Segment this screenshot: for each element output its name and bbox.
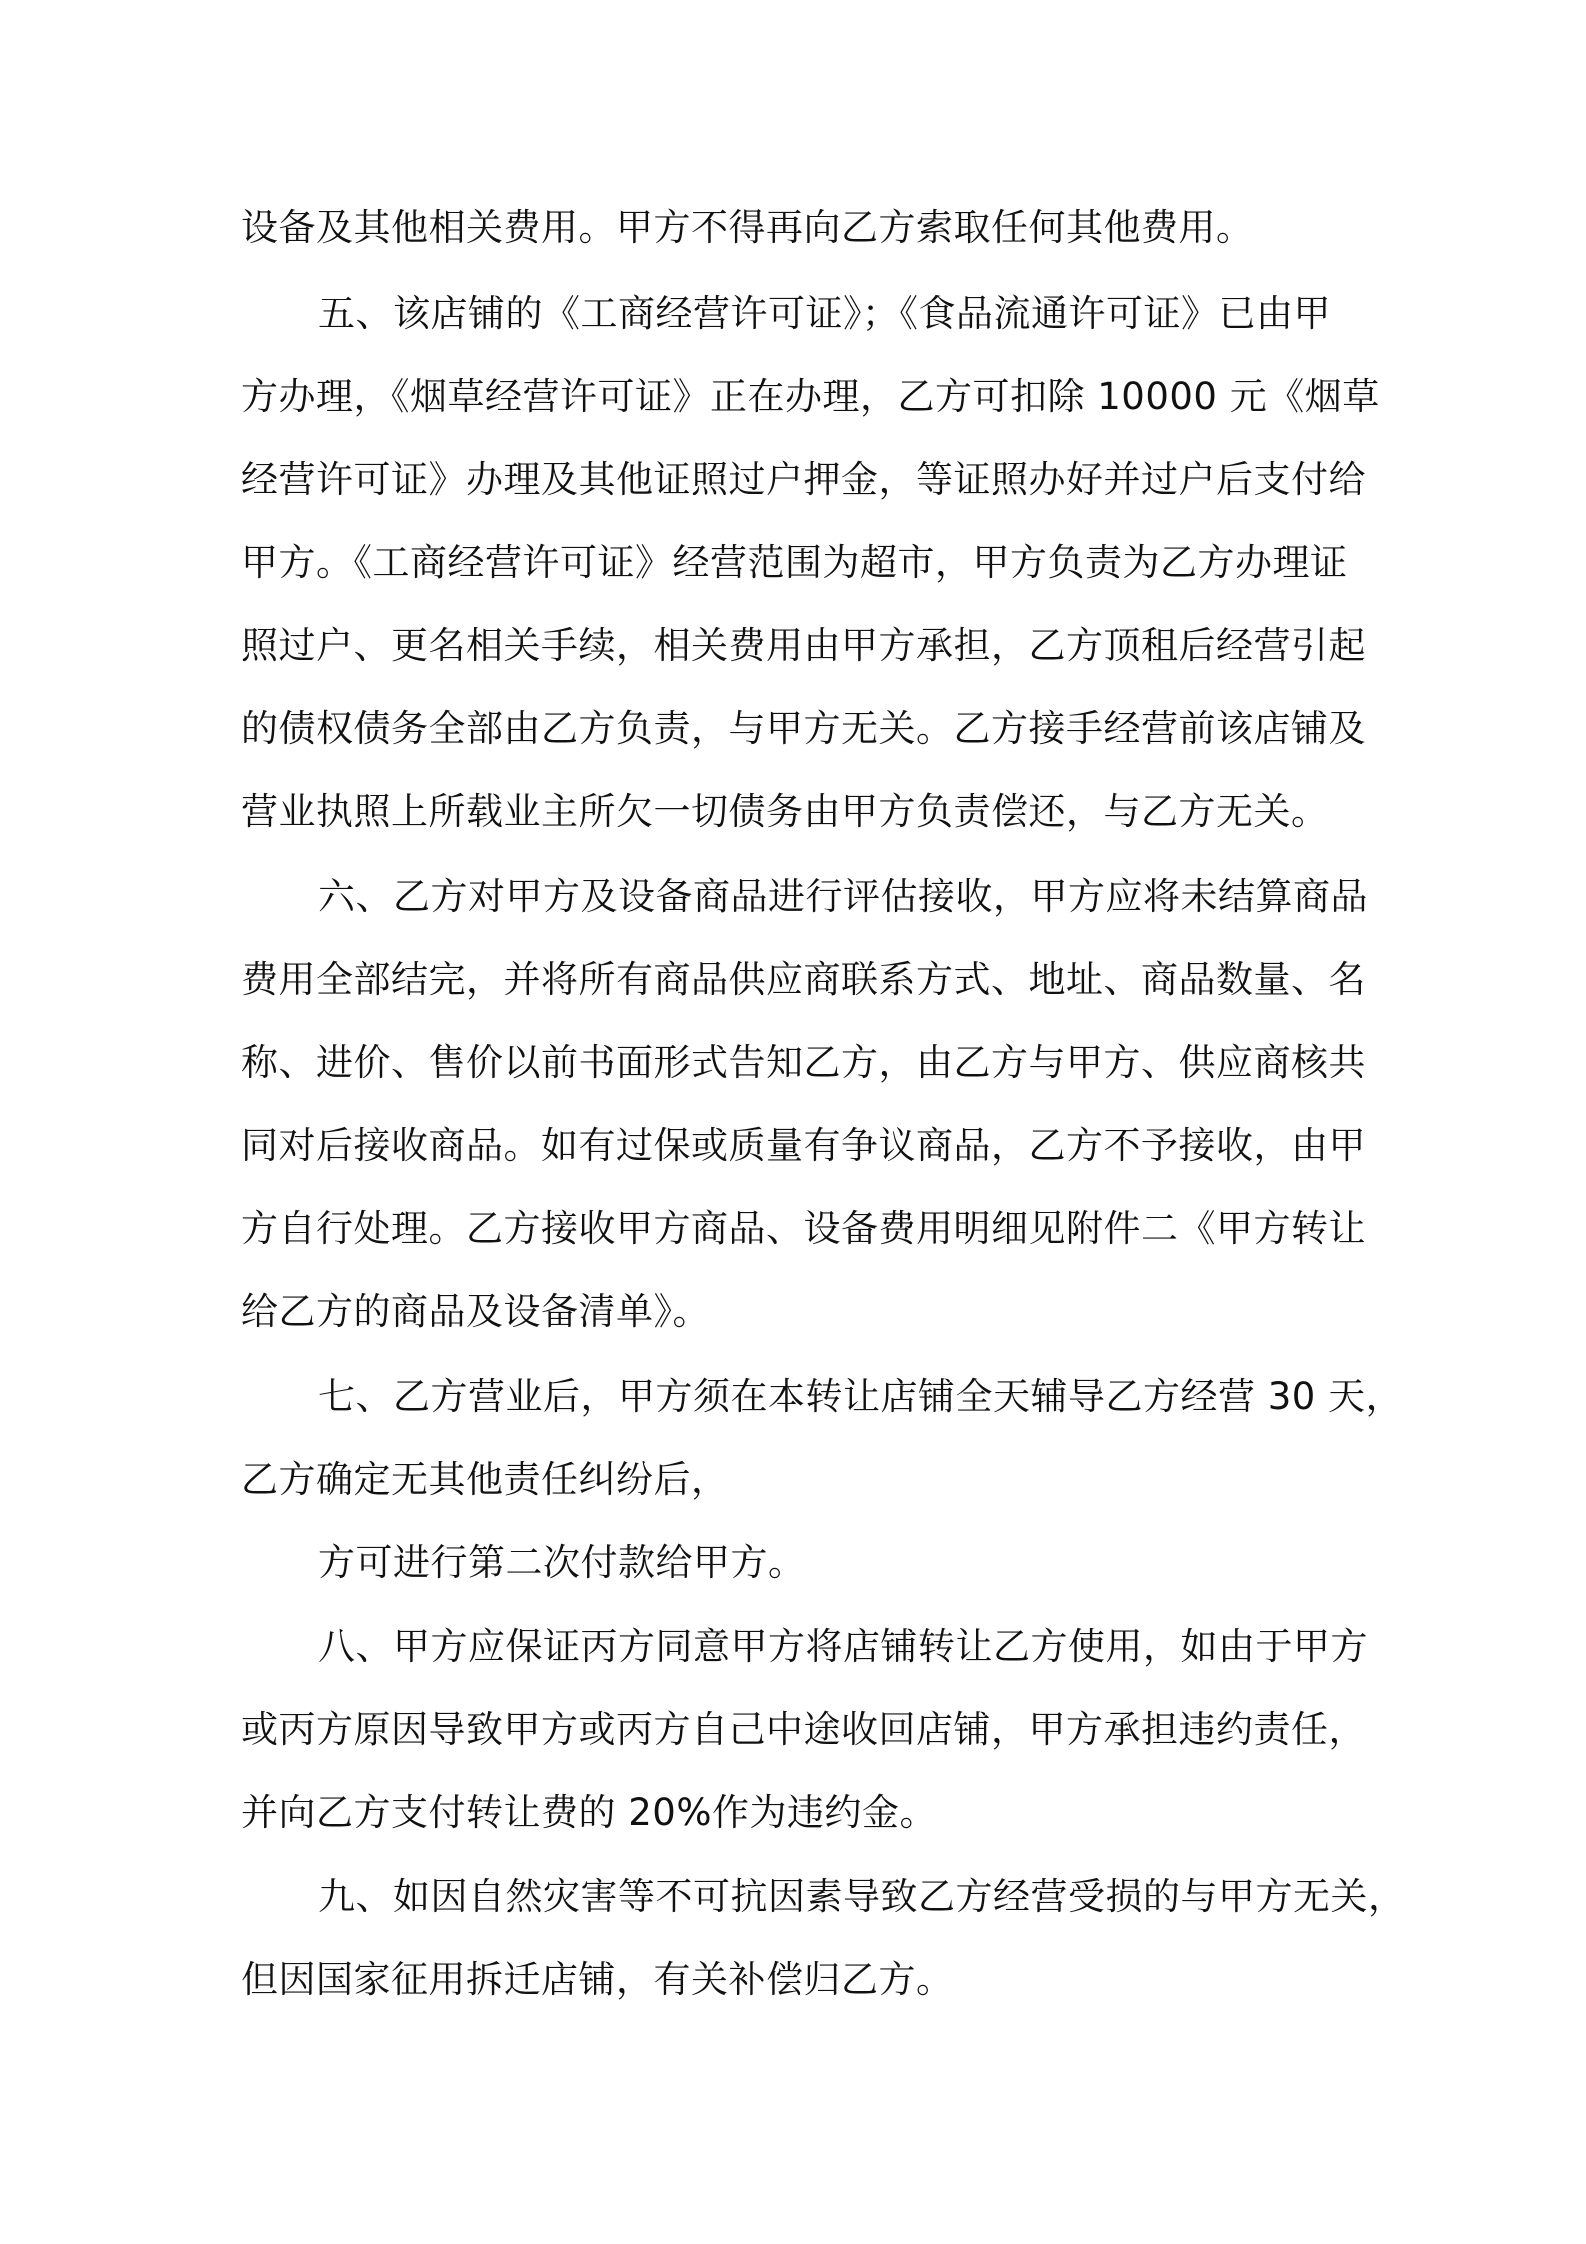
paragraph-7-line: 七、乙方营业后，甲方须在本转让店铺全天辅导乙方经营 30 天， [318, 1375, 1404, 1418]
paragraph-6-line: 六、乙方对甲方及设备商品进行评估接收，甲方应将未结算商品 [318, 875, 1368, 918]
text-line: 同对后接收商品。如有过保或质量有争议商品，乙方不予接收，由甲 [241, 1124, 1366, 1167]
text-line: 方自行处理。乙方接收甲方商品、设备费用明细见附件二《甲方转让 [241, 1207, 1366, 1250]
text-line: 费用全部结完，并将所有商品供应商联系方式、地址、商品数量、名 [241, 958, 1366, 1001]
text-line: 但因国家征用拆迁店铺，有关补偿归乙方。 [241, 1958, 954, 2001]
text-line: 或丙方原因导致甲方或丙方自己中途收回店铺，甲方承担违约责任， [241, 1708, 1366, 1751]
paragraph-9-line: 九、如因自然灾害等不可抗因素导致乙方经营受损的与甲方无关， [318, 1875, 1406, 1918]
text-line: 经营许可证》办理及其他证照过户押金，等证照办好并过户后支付给 [241, 458, 1366, 501]
text-line: 方可进行第二次付款给甲方。 [318, 1541, 806, 1584]
text-line: 乙方确定无其他责任纠纷后， [241, 1458, 729, 1501]
text-line: 给乙方的商品及设备清单》。 [241, 1290, 710, 1333]
text-line: 营业执照上所载业主所欠一切债务由甲方负责偿还，与乙方无关。 [241, 790, 1329, 833]
text-line: 的债权债务全部由乙方负责，与甲方无关。乙方接手经营前该店铺及 [241, 707, 1366, 750]
text-line: 称、进价、售价以前书面形式告知乙方，由乙方与甲方、供应商核共 [241, 1041, 1366, 1084]
paragraph-5-line: 五、该店铺的《工商经营许可证》；《食品流通许可证》已由甲 [318, 292, 1331, 335]
text-line: 甲方。《工商经营许可证》经营范围为超市，甲方负责为乙方办理证 [241, 541, 1348, 584]
text-line: 并向乙方支付转让费的 20%作为违约金。 [241, 1791, 937, 1834]
paragraph-8-line: 八、甲方应保证丙方同意甲方将店铺转让乙方使用，如由于甲方 [318, 1625, 1368, 1668]
text-line: 方办理，《烟草经营许可证》正在办理，乙方可扣除 10000 元《烟草 [241, 375, 1380, 418]
text-line: 设备及其他相关费用。甲方不得再向乙方索取任何其他费用。 [241, 206, 1254, 249]
text-line: 照过户、更名相关手续，相关费用由甲方承担，乙方顶租后经营引起 [241, 624, 1366, 667]
